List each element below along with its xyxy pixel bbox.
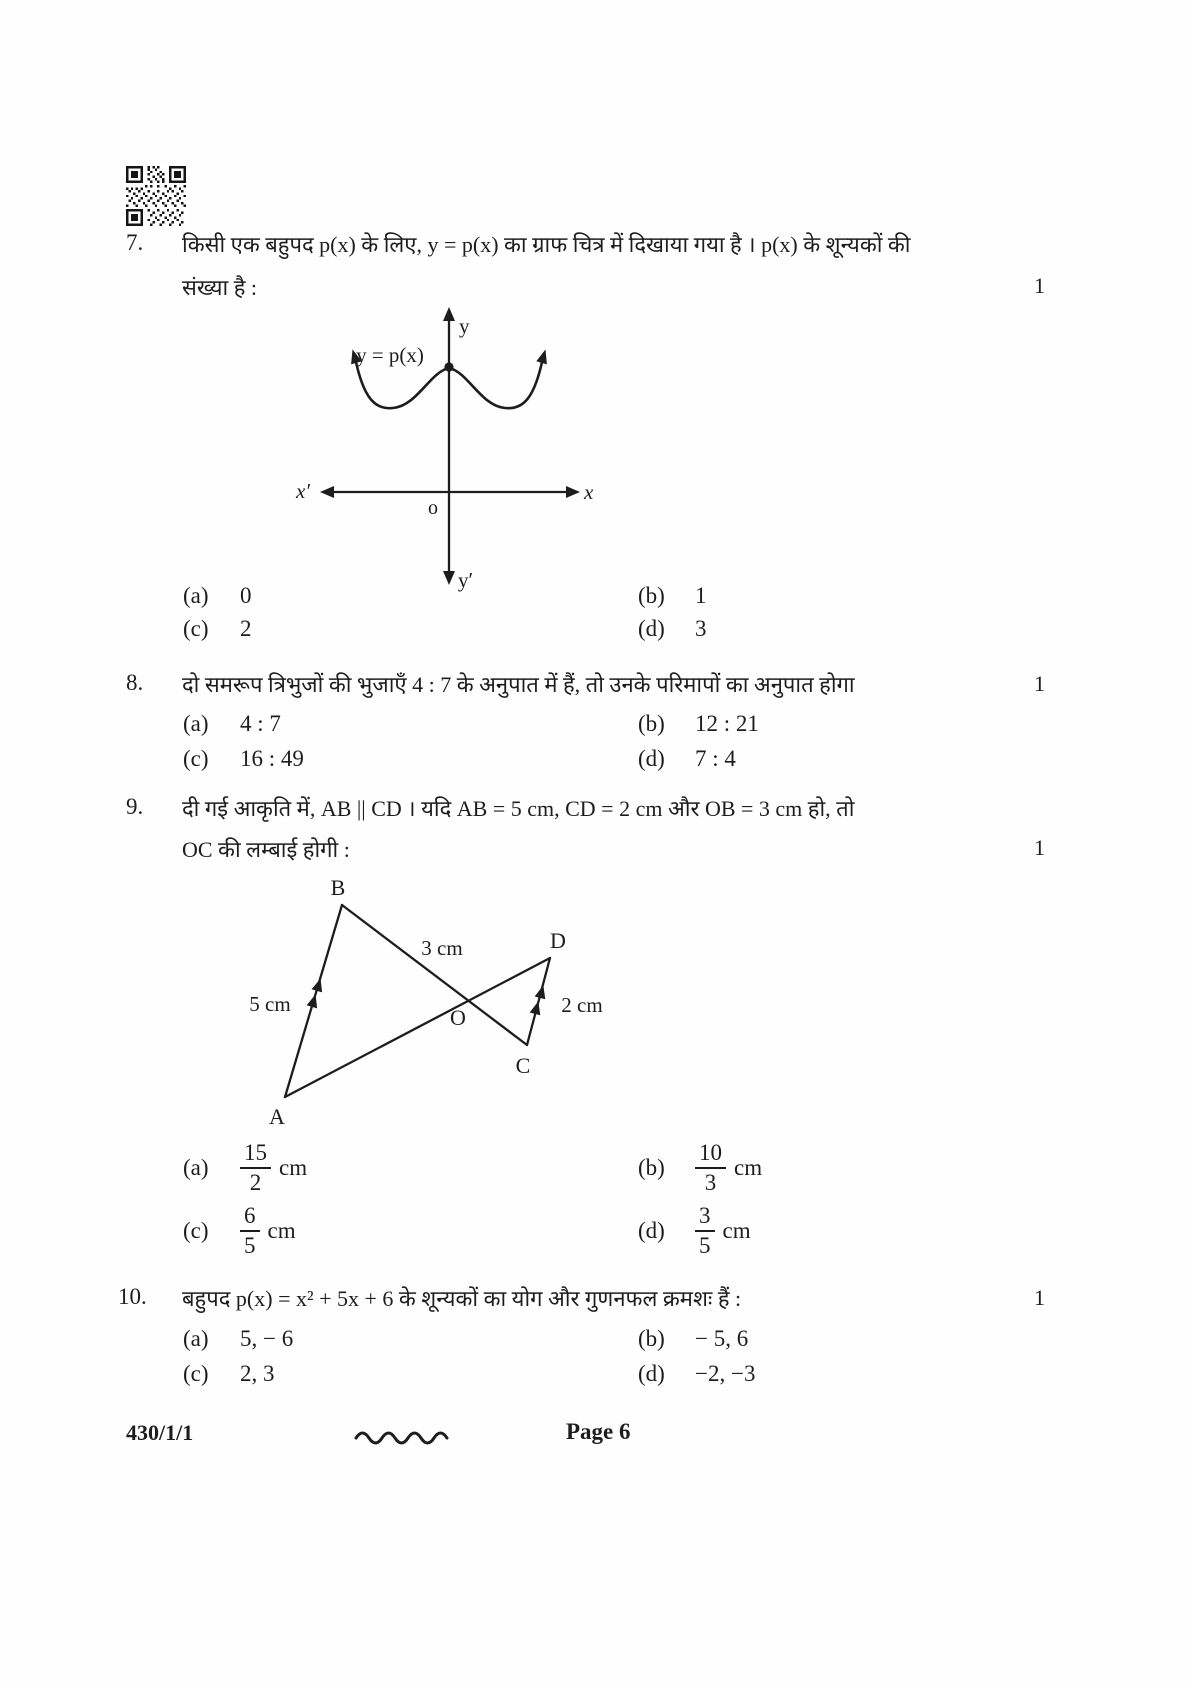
q10-marks-badge: 1 [1034,1285,1045,1310]
option-unit: cm [267,1217,296,1243]
option-value: 5, − 6 [240,1326,294,1351]
fraction-denominator: 3 [704,1169,717,1195]
curve-label: y = p(x) [356,343,424,367]
fraction-numerator: 6 [240,1203,260,1232]
q9-text-line2: OC की लम्बाई होगी : [182,837,350,862]
option-value: 7 : 4 [695,746,736,771]
point-label-O: O [450,1005,466,1030]
q10-option-c [183,1361,275,1387]
segment-CD [527,958,550,1045]
curve-arrow-right-icon [536,348,550,364]
q8-option-b [638,711,759,737]
fraction-numerator: 10 [695,1140,726,1169]
q10-option-b [638,1326,748,1352]
x-axis-arrow-right-icon [566,486,580,498]
fraction-denominator: 5 [699,1232,711,1258]
option-unit: cm [734,1154,763,1180]
option-value: 2, 3 [240,1361,275,1386]
q9-number: 9. [126,794,144,819]
option-label: (a) [183,711,209,736]
q7-option-d [638,616,707,642]
segment-AD [285,958,550,1097]
fraction-numerator: 3 [695,1203,715,1232]
option-value: 12 : 21 [695,711,759,736]
q10-option-d [638,1361,755,1387]
q9-marks-badge: 1 [1034,835,1045,860]
origin-label: o [428,497,438,519]
option-unit: cm [722,1217,751,1243]
q10-option-a [183,1326,293,1352]
squiggle-svg [352,1426,462,1446]
cd-parallel-arrow-icon [530,1000,544,1015]
option-value: 1 [695,583,707,608]
option-label: (d) [638,1217,665,1243]
q8-number: 8. [126,670,144,695]
option-label: (d) [638,746,665,771]
option-value: − 5, 6 [695,1326,749,1351]
option-label: (b) [638,583,665,608]
option-label: (d) [638,1361,665,1386]
option-unit: cm [279,1154,308,1180]
option-label: (c) [183,746,209,771]
q7-text-line1: किसी एक बहुपद p(x) के लिए, y = p(x) का ग्राफ चित्र में दिखाया गया है । p(x) के शून्यकों की [182,232,911,257]
fraction-denominator: 5 [244,1232,256,1258]
point-label-A: A [269,1104,285,1129]
length-label-CD: 2 cm [561,993,603,1017]
y-axis-arrow-up-icon [443,307,455,321]
option-label: (b) [638,1326,665,1351]
x-axis-label: x [584,480,594,504]
point-label-B: B [330,875,346,900]
option-label: (c) [183,1361,209,1386]
q8-option-c [183,746,304,772]
page-number: Page 6 [566,1419,631,1444]
length-label-AB: 5 cm [249,992,291,1016]
q7-marks-badge: 1 [1034,273,1045,298]
option-label: (a) [183,1326,209,1351]
paper-code: 430/1/1 [126,1420,194,1445]
polynomial-graph-svg [280,300,620,595]
q9-option-d [638,1203,751,1259]
ab-parallel-arrow-icon [307,993,321,1009]
fraction [240,1140,271,1196]
option-label: (c) [183,616,209,641]
q9-option-a [183,1140,307,1196]
qr-code-graphic [126,166,186,226]
y-axis-arrow-down-icon [443,571,455,585]
q7-number: 7. [126,230,144,255]
q7-option-c [183,616,252,642]
option-label: (a) [183,583,209,608]
q10-number: 10. [118,1284,147,1309]
q7-option-b [638,583,707,609]
option-value: 16 : 49 [240,746,304,771]
q9-option-b [638,1140,762,1196]
q8-option-d [638,746,736,772]
q9-text-line1: दी गई आकृति में, AB || CD । यदि AB = 5 cm, CD = 2 cm और OB = 3 cm हो, तो [182,796,855,821]
point-label-C: C [515,1053,531,1078]
x-axis-arrow-left-icon [320,486,334,498]
fraction-denominator: 2 [249,1169,262,1195]
q10-text: बहुपद p(x) = x² + 5x + 6 के शून्यकों का योग और गुणनफल क्रमशः हैं : [182,1286,742,1311]
y-prime-axis-label: y′ [458,568,474,592]
option-value: 0 [240,583,252,608]
option-value: 2 [240,616,252,641]
fraction [695,1203,715,1259]
fraction-numerator: 15 [240,1140,271,1169]
length-label-BO: 3 cm [421,936,463,960]
triangles-figure-svg [230,870,630,1140]
q7-option-a [183,583,252,609]
option-label: (b) [638,1154,665,1180]
q9-option-c [183,1203,296,1259]
curve-y-intercept-dot [444,362,453,371]
q7-text-line2: संख्या है : [182,275,257,300]
q8-marks-badge: 1 [1034,671,1045,696]
point-label-D: D [550,928,566,953]
q8-option-a [183,711,281,737]
qr-code [126,166,186,231]
q8-text: दो समरूप त्रिभुजों की भुजाएँ 4 : 7 के अनुपात में हैं, तो उनके परिमापों का अनुपात होगा [182,672,855,697]
option-value: 4 : 7 [240,711,281,736]
polynomial-graph-figure [280,300,620,600]
triangles-figure [230,870,630,1145]
option-label: (a) [183,1154,209,1180]
x-prime-axis-label: x′ [296,479,310,503]
y-axis-label: y [459,314,470,338]
fraction [240,1203,260,1259]
option-label: (d) [638,616,665,641]
option-label: (c) [183,1217,209,1243]
option-value: 3 [695,616,707,641]
fraction [695,1140,726,1196]
segment-BC [342,905,527,1045]
squiggle-divider-icon [352,1426,462,1451]
option-value: −2, −3 [695,1361,756,1386]
option-label: (b) [638,711,665,736]
ab-parallel-arrow-icon [312,977,326,993]
